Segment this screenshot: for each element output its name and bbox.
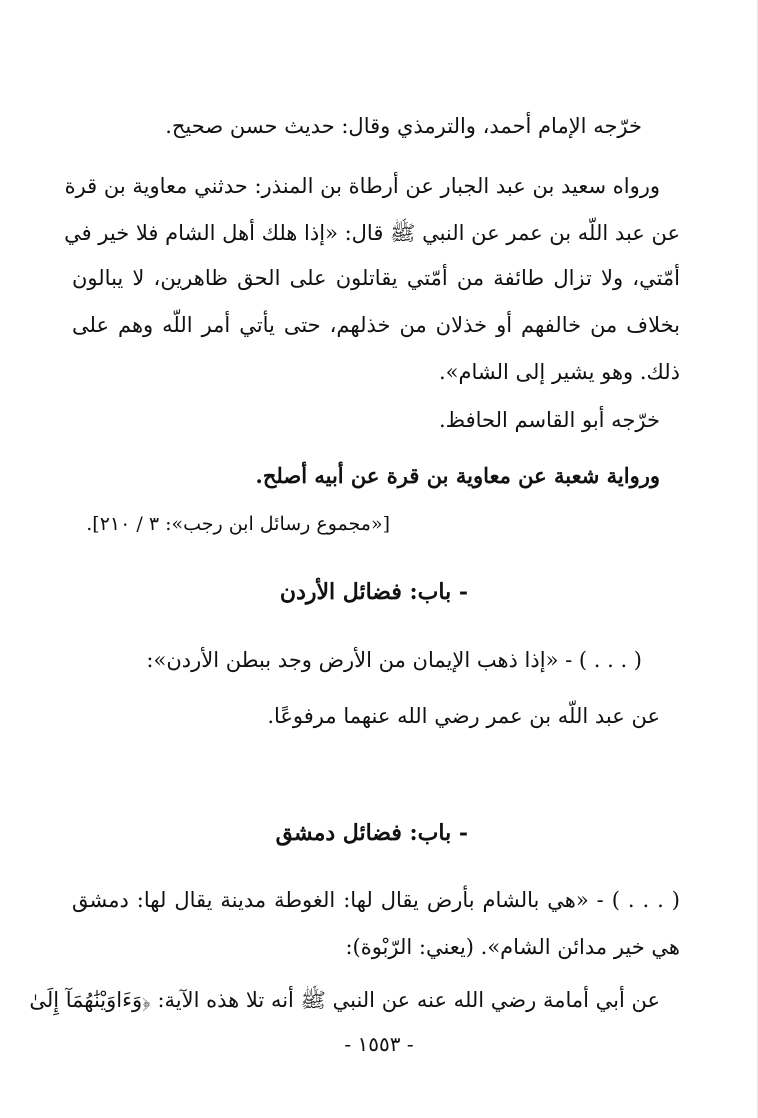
section-heading-damascus: - باب: فضائل دمشق [275,820,468,846]
text-line-6: ذلك. وهو يشير إلى الشام». [438,360,680,384]
text-line-8: ورواية شعبة عن معاوية بن قرة عن أبيه أصلح. [255,463,660,488]
page-number: - ١٥٥٣ - [344,1032,414,1056]
narration-line-damascus: عن أبي أمامة رضي الله عنه عن النبي ﷺ أنه تلا هذه الآية: ﴿وَءَاوَيْنَٰهُمَآ إِلَىٰ [29,988,660,1012]
text-line-1: خرّجه الإمام أحمد، والترمذي وقال: حديث حسن صحيح. [165,114,642,138]
text-line-2: ورواه سعيد بن عبد الجبار عن أرطاة بن المنذر: حدثني معاوية بن قرة [64,174,660,198]
text-line-7: خرّجه أبو القاسم الحافظ. [438,408,660,432]
text-line-3: عن عبد اللّه بن عمر عن النبي ﷺ قال: «إذا هلك أهل الشام فلا خير في [64,221,680,245]
text-line-5: بخلاف من خالفهم أو خذلان من خذلهم، حتى يأتي أمر اللّه وهم على [72,313,680,337]
section-heading-jordan: - باب: فضائل الأردن [279,579,468,605]
hadith-line-damascus-2: هي خير مدائن الشام». (يعني: الرّبْوة): [345,935,680,959]
text-line-4: أمّتي، ولا تزال طائفة من أمّتي يقاتلون على الحق ظاهرين، لا يبالون [72,266,680,290]
narration-line-jordan: عن عبد اللّه بن عمر رضي الله عنهما مرفوعًا. [267,704,660,728]
hadith-line-damascus-1: ( . . . ) - «هي بالشام بأرض يقال لها: الغوطة مدينة يقال لها: دمشق [72,888,680,912]
citation-line: [«مجموع رسائل ابن رجب»: ٣ / ٢١٠]. [86,513,390,535]
hadith-line-jordan: ( . . . ) - «إذا ذهب الإيمان من الأرض وجد ببطن الأردن»: [146,648,642,672]
